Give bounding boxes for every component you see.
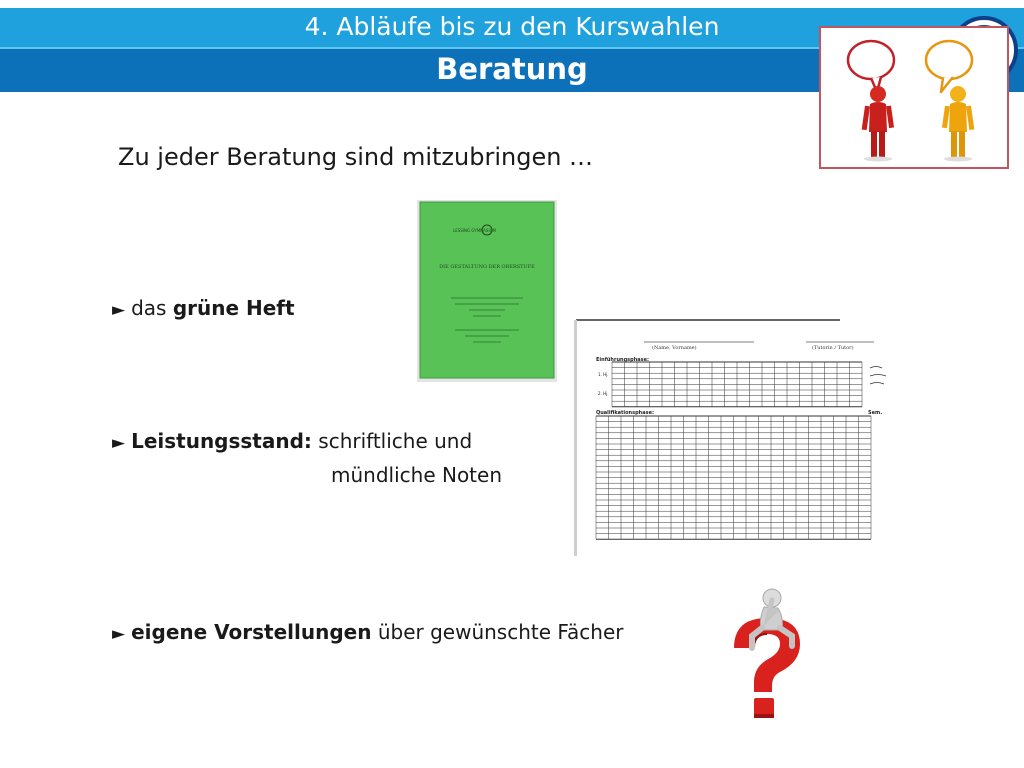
- intro-text: Zu jeder Beratung sind mitzubringen …: [118, 143, 594, 171]
- form-row2-label: 2. Hj.: [598, 391, 609, 396]
- bullet-bold-text: grüne Heft: [172, 296, 295, 320]
- figure-on-question-mark-image: [712, 582, 822, 722]
- bullet-arrow-icon: ►: [112, 433, 126, 453]
- bullet-bold-text: Leistungsstand:: [131, 429, 312, 453]
- booklet-title: DIE GESTALTUNG DER OBERSTUFE: [439, 264, 535, 270]
- slide-subtitle: 4. Abläufe bis zu den Kurswahlen: [304, 12, 720, 41]
- bullet-green-booklet: [112, 296, 295, 320]
- bullet-arrow-icon: ►: [112, 300, 126, 320]
- bullet-arrow-icon: ►: [112, 624, 126, 644]
- bullet-bold-text: eigene Vorstellungen: [131, 620, 372, 644]
- bullet-continuation: mündliche Noten: [331, 463, 502, 487]
- form-name-label: (Name, Vorname): [652, 345, 697, 351]
- green-booklet-image: [417, 200, 557, 382]
- two-people-talking-icon: [819, 26, 1009, 169]
- booklet-school-name: LESSING GYMNASIUM: [453, 228, 496, 233]
- form-phase1-label: Einführungsphase:: [596, 357, 650, 363]
- bullet-text: schriftliche und: [311, 429, 473, 453]
- form-row1-label: 1. Hj.: [598, 372, 609, 377]
- form-phase2-label: Qualifikationsphase:: [596, 410, 654, 416]
- bullet-own-ideas: [112, 620, 624, 644]
- bullet-text: über gewünschte Fächer: [371, 620, 624, 644]
- bullet-performance: [112, 429, 472, 453]
- grade-sheet-image: [574, 316, 900, 560]
- form-tutor-label: (Tutorin / Tutor): [812, 345, 854, 351]
- form-sem-label: Sem.: [868, 410, 883, 416]
- bullet-text: das: [131, 296, 173, 320]
- slide-title: Beratung: [436, 52, 588, 86]
